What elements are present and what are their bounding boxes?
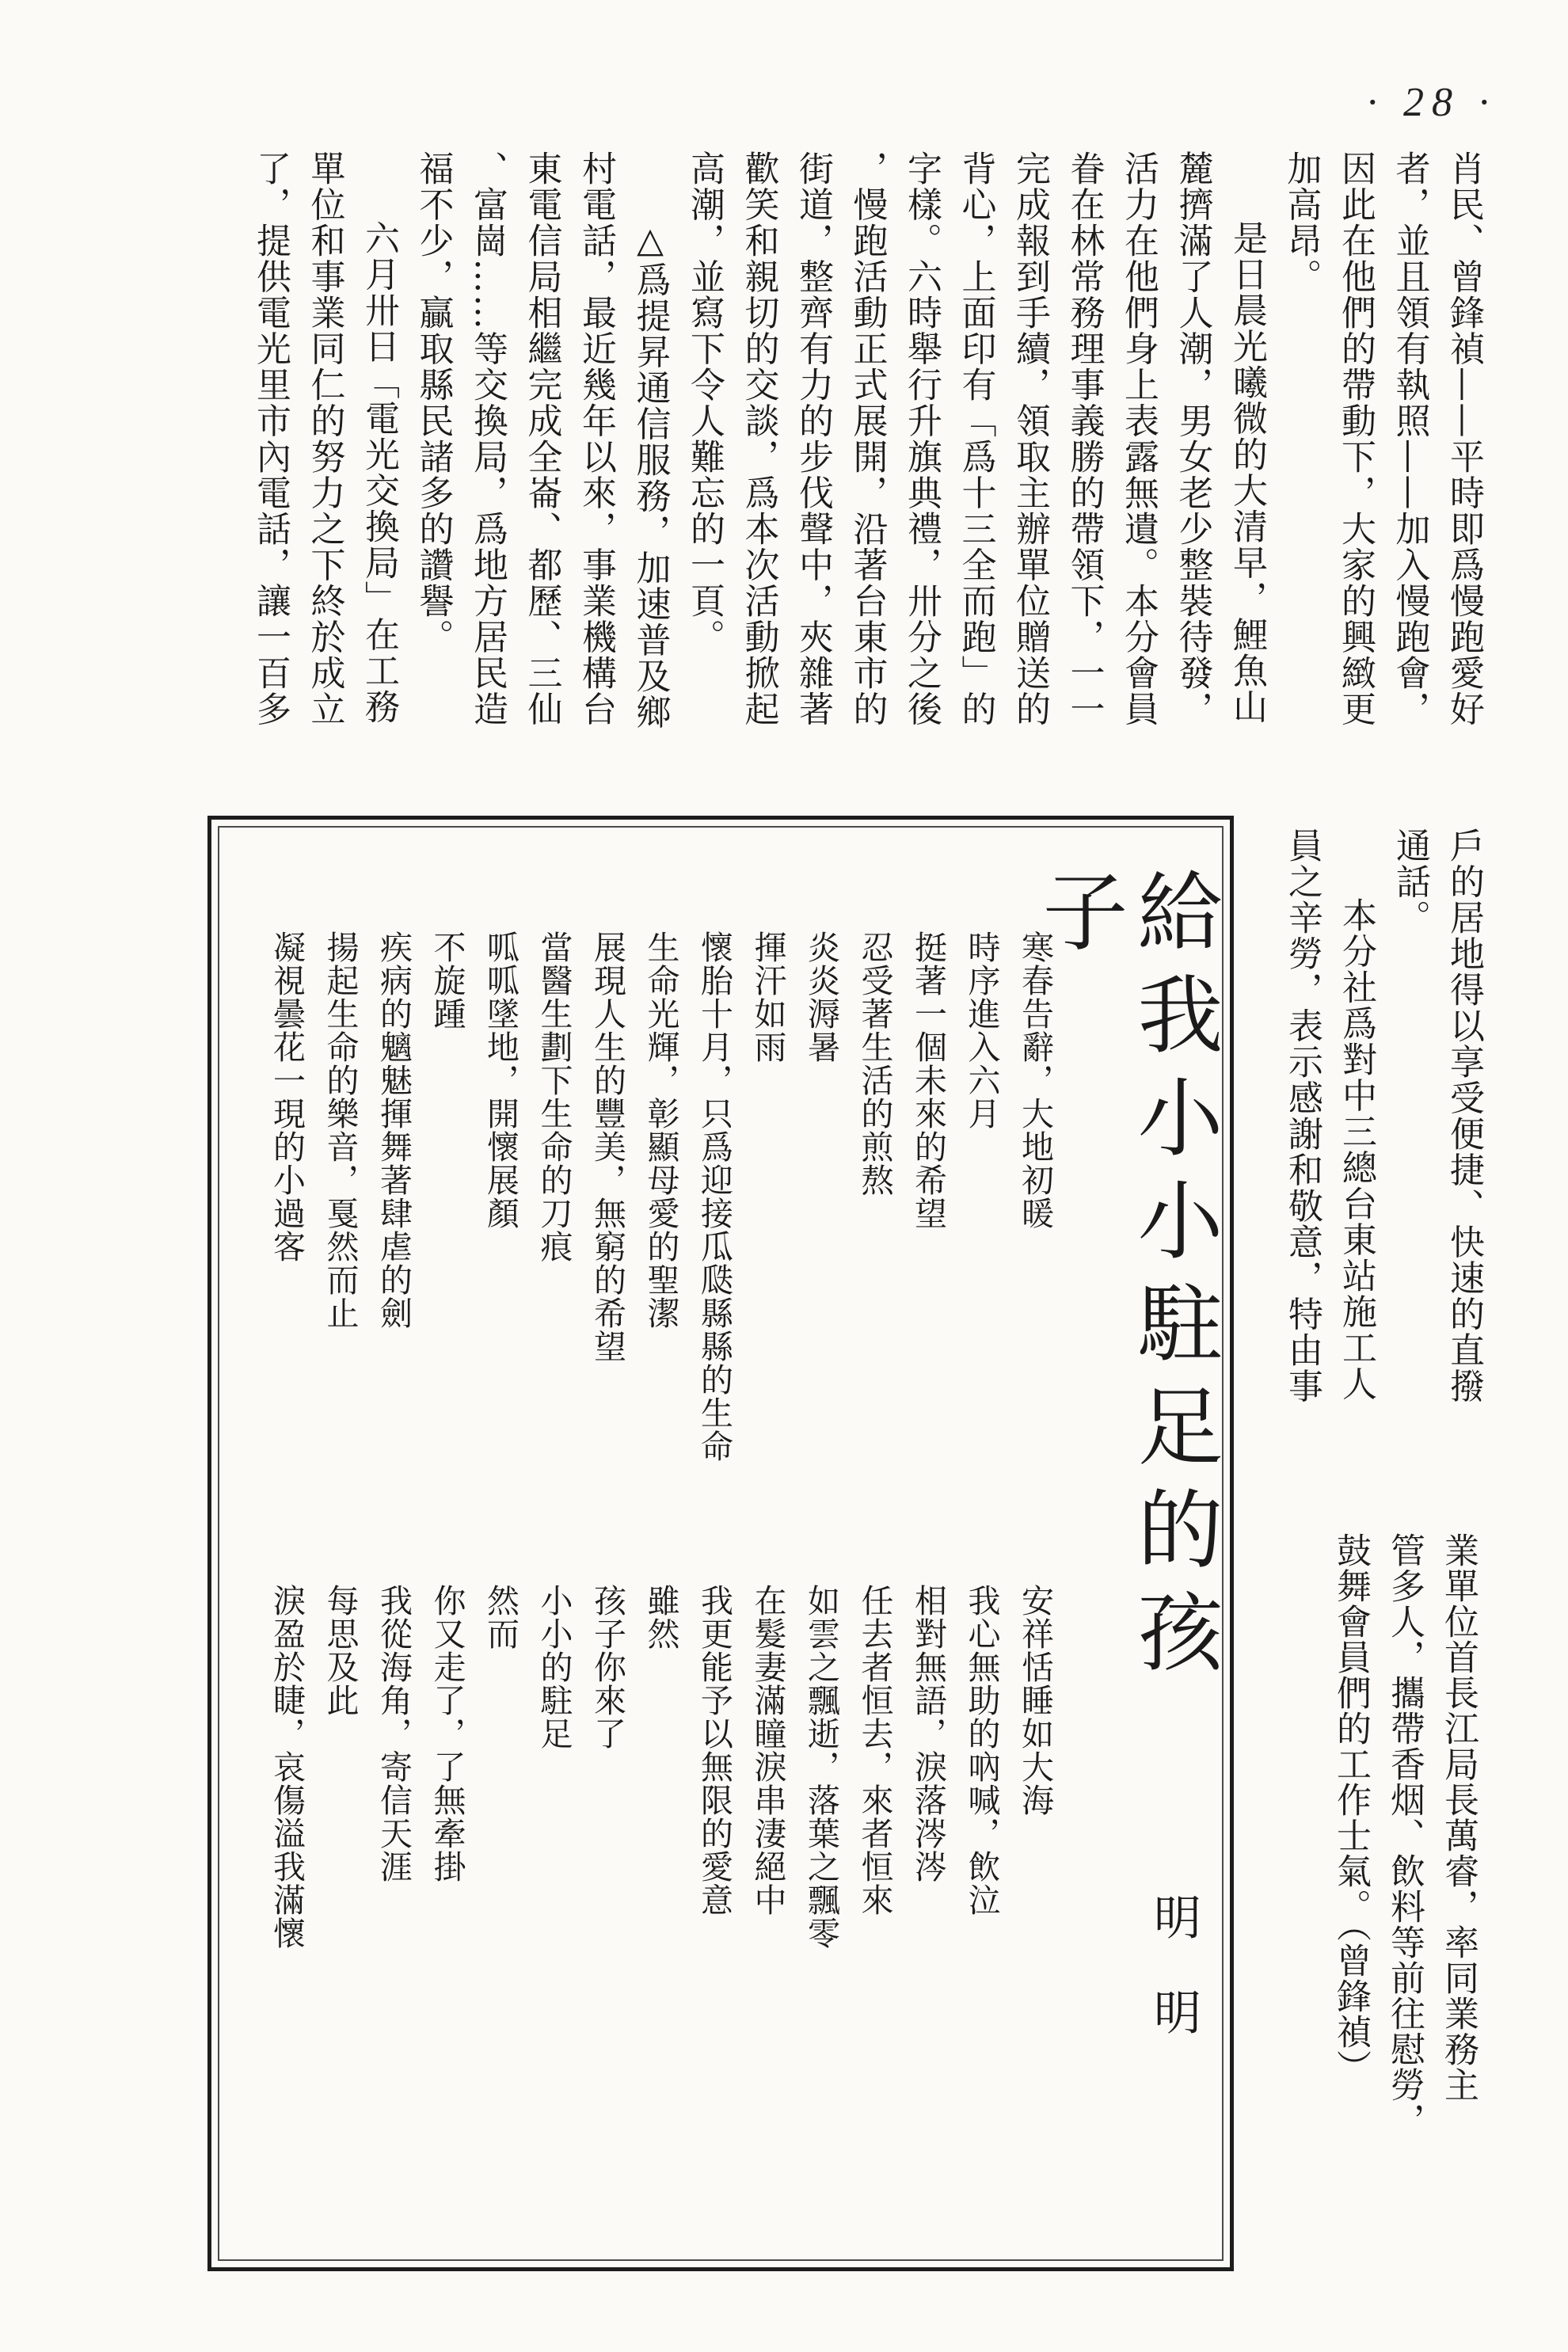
article-line: 因此在他們的帶動下，大家的興緻更 <box>1335 150 1376 727</box>
poem-stanza-2 <box>268 1584 1061 2186</box>
article-line: 街道，整齊有力的步伐聲中，夾雜著 <box>793 150 833 727</box>
poem-line: 你又走了，了無牽掛 <box>428 1584 466 1883</box>
article-line: 東電信局相繼完成全崙、都歷、三仙 <box>521 150 562 727</box>
article-line: 鼓舞會員們的工作士氣。（曾鋒禎） <box>1330 1532 1371 2085</box>
article-line: 肖民、曾鋒禎——平時即爲慢跑愛好 <box>1444 150 1484 727</box>
poem-line: 在髮妻滿瞳淚串淒絕中 <box>748 1584 787 1916</box>
poem-line: 我心無助的吶喊，飲泣 <box>962 1584 1001 1916</box>
poem-line: 懷胎十月，只爲迎接瓜瓞縣縣的生命 <box>695 931 733 1463</box>
poem-line: 小小的駐足 <box>535 1584 573 1750</box>
article-line: 村電話，最近幾年以來，事業機構台 <box>576 150 616 727</box>
poem-line: 忍受著生活的煎熬 <box>855 931 894 1197</box>
poem-author: 明明 <box>1146 1893 1201 2083</box>
poem-line: 生命光輝，彰顯母愛的聖潔 <box>641 931 680 1330</box>
upper-article <box>168 150 1490 816</box>
right-lower-article-upper <box>1253 828 1490 1477</box>
article-line: 字樣。六時舉行升旗典禮，卅分之後 <box>901 150 942 727</box>
poem-line: 不旋踵 <box>428 931 466 1030</box>
poem-line: 挺著一個未來的希望 <box>909 931 947 1230</box>
poem-title: 給我小小駐足的孩子 <box>1028 867 1222 1691</box>
poem-line: 凝視曇花一現的小過客 <box>268 931 306 1263</box>
poem-line: 揚起生命的樂音，戛然而止 <box>321 931 360 1330</box>
article-line: 加高昂。 <box>1281 150 1322 295</box>
poem-line: 展現人生的豐美，無窮的希望 <box>588 931 626 1363</box>
poem-line: 如雲之飄逝，落葉之飄零 <box>802 1584 840 1950</box>
page-number: · 28 · <box>1367 80 1497 125</box>
poem-line: 相對無語，淚落涔涔 <box>909 1584 947 1883</box>
poem-line: 然而 <box>481 1584 519 1650</box>
article-line: 單位和事業同仁的努力之下終於成立 <box>304 150 345 727</box>
article-line: △爲提昇通信服務，加速普及鄉 <box>630 220 671 730</box>
article-line: 福不少，贏取縣民諸多的讚譽。 <box>413 150 454 655</box>
poem-line: 我從海角，寄信天涯 <box>375 1584 413 1883</box>
article-line: 六月卅日「電光交換局」在工務 <box>359 220 399 725</box>
poem-line: 當醫生劃下生命的刀痕 <box>535 931 573 1263</box>
article-line: 完成報到手續，領取主辦單位贈送的 <box>1010 150 1050 727</box>
poem-line: 時序進入六月 <box>962 931 1001 1130</box>
article-line: 業單位首長江局長萬睿，率同業務主 <box>1438 1532 1479 2103</box>
poem-line: 寒春告辭，大地初暖 <box>1016 931 1054 1230</box>
article-line: 通話。 <box>1390 828 1430 936</box>
poem-line: 炎炎溽暑 <box>802 931 840 1064</box>
right-lower-article-lower <box>1311 1532 1485 2269</box>
poem-line: 我更能予以無限的愛意 <box>695 1584 733 1916</box>
article-line: 、富崗……等交換局，爲地方居民造 <box>467 150 508 727</box>
poem-line: 疾病的魑魅揮舞著肆虐的劍 <box>375 931 413 1330</box>
article-line: 員之辛勞，表示感謝和敬意，特由事 <box>1282 828 1323 1404</box>
article-line: 本分社爲對中三總台東站施工人 <box>1336 897 1376 1402</box>
poem-stanza-1 <box>268 931 1061 1580</box>
article-line: 活力在他們身上表露無遺。本分會員 <box>1118 150 1159 727</box>
poem-line: 安祥恬睡如大海 <box>1016 1584 1054 1817</box>
article-line: 歡笑和親切的交談，爲本次活動掀起 <box>738 150 779 727</box>
article-line: 了，提供電光里市內電話，讓一百多 <box>250 150 291 727</box>
poem-line: 孩子你來了 <box>588 1584 626 1750</box>
article-line: 者，並且領有執照——加入慢跑會， <box>1389 150 1430 727</box>
poem-line: 揮汗如雨 <box>748 931 787 1064</box>
article-line: 眷在林常務理事義勝的帶領下，一一 <box>1064 150 1105 727</box>
article-line: 戶的居地得以享受便捷、快速的直撥 <box>1444 828 1484 1404</box>
poem-line: 淚盈於睫，哀傷溢我滿懷 <box>268 1584 306 1950</box>
poem-line: 呱呱墜地，開懷展顏 <box>481 931 519 1230</box>
article-line: 管多人，攜帶香烟、飲料等前往慰勞， <box>1384 1532 1425 2138</box>
article-line: 高潮，並寫下令人難忘的一頁。 <box>684 150 725 655</box>
article-line: 麓擠滿了人潮，男女老少整裝待發， <box>1172 150 1213 727</box>
article-line: 背心，上面印有「爲十三全而跑」的 <box>955 150 996 727</box>
article-line: ，慢跑活動正式展開，沿著台東市的 <box>847 150 888 727</box>
article-line: 是日晨光曦微的大清早，鯉魚山 <box>1227 220 1267 725</box>
poem-line: 雖然 <box>641 1584 680 1650</box>
poem-line: 每思及此 <box>321 1584 360 1717</box>
poem-line: 任去者恒去，來者恒來 <box>855 1584 894 1916</box>
